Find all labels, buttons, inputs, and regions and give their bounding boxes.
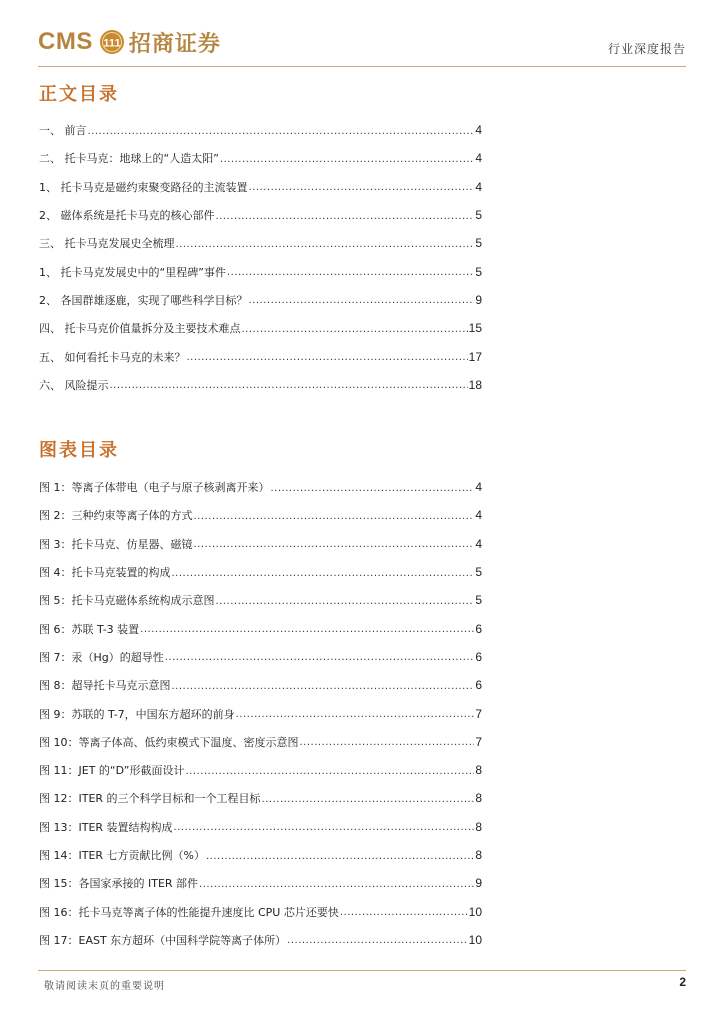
toc-title: 正文目录	[39, 84, 119, 105]
leader-dots	[262, 792, 475, 805]
toc-entry-page: 17	[468, 349, 482, 364]
figures-list	[39, 473, 482, 954]
toc-entry-page: 4	[475, 179, 482, 194]
leader-dots	[206, 849, 474, 862]
figure-entry[interactable]	[39, 699, 482, 727]
logo-cms-text: CMS	[38, 28, 93, 55]
leader-dots	[249, 180, 475, 193]
figure-entry-label: 图 16：托卡马克等离子体的性能提升速度比 CPU 芯片还要快	[39, 905, 339, 919]
figure-entry-page: 9	[475, 876, 482, 891]
leader-dots	[185, 764, 474, 777]
leader-dots	[271, 481, 475, 494]
leader-dots	[194, 537, 475, 550]
figure-entry[interactable]	[39, 586, 482, 614]
figures-title: 图表目录	[39, 440, 119, 461]
figure-entry-page: 4	[475, 480, 482, 495]
toc-entry-page: 5	[475, 236, 482, 251]
figure-entry-label: 图 2：三种约束等离子体的方式	[39, 509, 193, 523]
figure-entry[interactable]	[39, 728, 482, 756]
figure-entry[interactable]	[39, 473, 482, 501]
figure-entry-label: 图 17：EAST 东方超环（中国科学院等离子体所）	[39, 933, 287, 947]
toc-list	[39, 116, 482, 399]
figure-entry-label: 图 11：JET 的“D”形截面设计	[39, 764, 185, 778]
figure-entry-label: 图 10：等离子体高、低约束模式下温度、密度示意图	[39, 735, 299, 749]
figure-entry-label: 图 7：汞（Hg）的超导性	[39, 650, 164, 664]
toc-entry-page: 5	[475, 208, 482, 223]
leader-dots	[340, 905, 468, 918]
toc-entry-page: 15	[468, 321, 482, 336]
figure-entry-label: 图 12：ITER 的三个科学目标和一个工程目标	[39, 792, 261, 806]
toc-entry[interactable]	[39, 257, 482, 285]
toc-entry-label: 1、 托卡马克是磁约束聚变路径的主流装置	[39, 180, 248, 194]
leader-dots	[199, 877, 474, 890]
toc-entry[interactable]	[39, 201, 482, 229]
toc-entry-page: 18	[468, 377, 482, 392]
figure-entry-label: 图 15：各国家承接的 ITER 部件	[39, 877, 199, 891]
toc-entry-label: 2、 各国群雄逐鹿，实现了哪些科学目标？	[39, 293, 248, 307]
leader-dots	[194, 509, 475, 522]
page-number: 2	[679, 975, 686, 989]
leader-dots	[287, 933, 467, 946]
figure-entry-page: 5	[475, 593, 482, 608]
toc-entry-label: 一、 前言	[39, 124, 87, 138]
figure-entry-page: 8	[475, 819, 482, 834]
toc-entry[interactable]	[39, 314, 482, 342]
figure-entry[interactable]	[39, 643, 482, 671]
figure-entry-page: 6	[475, 621, 482, 636]
svg-text:111: 111	[103, 37, 121, 50]
toc-entry-label: 六、 风险提示	[39, 378, 109, 392]
figure-entry[interactable]	[39, 926, 482, 954]
figure-entry-page: 6	[475, 678, 482, 693]
page-footer	[38, 970, 686, 995]
figure-entry-label: 图 9：苏联的 T-7，中国东方超环的前身	[39, 707, 235, 721]
figure-entry[interactable]	[39, 530, 482, 558]
figure-entry[interactable]	[39, 558, 482, 586]
leader-dots	[187, 350, 468, 363]
figure-entry[interactable]	[39, 756, 482, 784]
figure-entry[interactable]	[39, 841, 482, 869]
toc-entry[interactable]	[39, 144, 482, 172]
logo-badge-icon	[99, 29, 125, 55]
toc-entry-label: 四、 托卡马克价值量拆分及主要技术难点	[39, 322, 241, 336]
page-header	[38, 26, 686, 67]
toc-entry[interactable]	[39, 229, 482, 257]
leader-dots	[300, 735, 475, 748]
leader-dots	[172, 679, 475, 692]
figure-entry-page: 10	[468, 904, 482, 919]
figure-entry-page: 7	[475, 706, 482, 721]
figure-entry-label: 图 5：托卡马克磁体系统构成示意图	[39, 594, 215, 608]
leader-dots	[249, 293, 475, 306]
figure-entry-label: 图 14：ITER 七方贡献比例（%）	[39, 849, 205, 862]
figure-entry-page: 4	[475, 536, 482, 551]
figure-entry-page: 8	[475, 763, 482, 778]
disclaimer-note: 敬请阅读末页的重要说明	[44, 981, 165, 992]
figure-entry-label: 图 4：托卡马克装置的构成	[39, 566, 171, 580]
figure-entry-page: 6	[475, 649, 482, 664]
leader-dots	[88, 124, 475, 137]
leader-dots	[140, 622, 474, 635]
toc-entry[interactable]	[39, 116, 482, 144]
toc-entry[interactable]	[39, 173, 482, 201]
figure-entry-page: 8	[475, 791, 482, 806]
figure-entry-label: 图 3：托卡马克、仿星器、磁镜	[39, 537, 193, 551]
figure-entry[interactable]	[39, 897, 482, 925]
leader-dots	[110, 378, 468, 391]
figure-entry-label: 图 13：ITER 装置结构构成	[39, 820, 173, 834]
figure-entry[interactable]	[39, 671, 482, 699]
toc-entry-label: 2、 磁体系统是托卡马克的核心部件	[39, 209, 215, 223]
toc-entry[interactable]	[39, 286, 482, 314]
figure-entry-page: 8	[475, 848, 482, 862]
leader-dots	[174, 820, 475, 833]
figure-entry[interactable]	[39, 614, 482, 642]
figure-entry-page: 4	[475, 508, 482, 523]
toc-entry[interactable]	[39, 371, 482, 399]
leader-dots	[216, 209, 475, 222]
leader-dots	[216, 594, 475, 607]
leader-dots	[220, 152, 474, 165]
report-type-label: 行业深度报告	[607, 42, 686, 56]
toc-entry-page: 4	[475, 151, 482, 166]
figure-entry[interactable]	[39, 869, 482, 897]
leader-dots	[172, 566, 475, 579]
toc-entry-page: 9	[475, 292, 482, 307]
figure-entry[interactable]	[39, 501, 482, 529]
leader-dots	[176, 237, 475, 250]
leader-dots	[242, 322, 468, 335]
figure-entry-label: 图 6：苏联 T-3 装置	[39, 622, 140, 636]
toc-entry-label: 1、 托卡马克发展史中的“里程碑”事件	[39, 265, 226, 279]
leader-dots	[236, 707, 475, 720]
toc-entry-page: 4	[475, 123, 482, 138]
leader-dots	[227, 265, 474, 278]
toc-entry-label: 二、 托卡马克：地球上的“人造太阳”	[39, 152, 219, 166]
figure-entry-page: 10	[468, 932, 482, 947]
figure-entry[interactable]	[39, 784, 482, 812]
figure-entry-label: 图 1：等离子体带电（电子与原子核剥离开来）	[39, 481, 270, 495]
figure-entry-page: 7	[475, 734, 482, 749]
brand-logo	[38, 26, 221, 58]
figure-entry[interactable]	[39, 813, 482, 841]
leader-dots	[165, 650, 475, 663]
figure-entry-page: 5	[475, 565, 482, 580]
logo-chinese-text: 招商证券	[128, 31, 221, 57]
toc-entry[interactable]	[39, 342, 482, 370]
toc-entry-page: 5	[475, 264, 482, 279]
toc-entry-label: 三、 托卡马克发展史全梳理	[39, 237, 175, 251]
figure-entry-label: 图 8：超导托卡马克示意图	[39, 679, 171, 693]
toc-entry-label: 五、 如何看托卡马克的未来？	[39, 350, 186, 364]
